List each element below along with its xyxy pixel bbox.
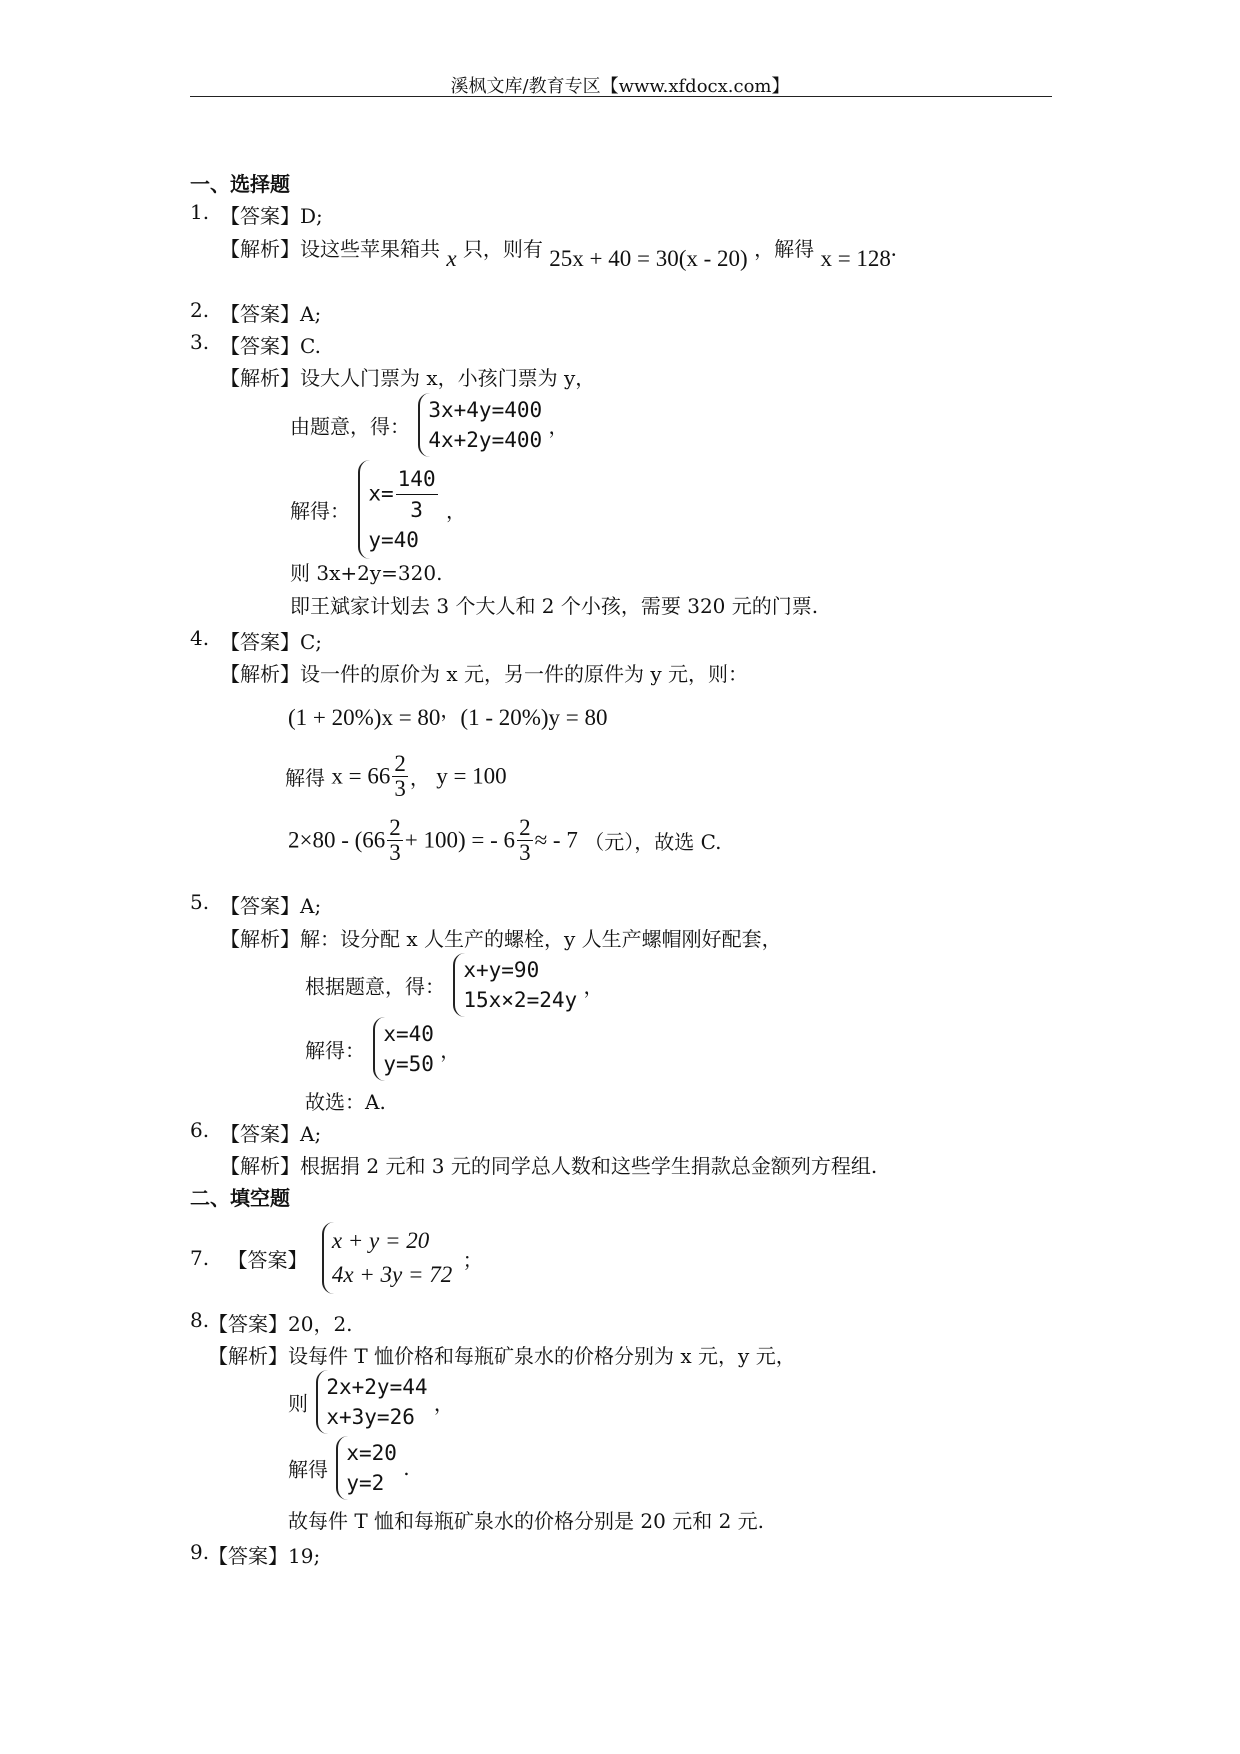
q1-result: x = 128: [820, 246, 891, 271]
q4-calc-part-a: 2×80 - (66: [288, 827, 386, 853]
q7-equation-system: [322, 1222, 452, 1294]
q9-number: 9.: [190, 1540, 210, 1564]
q7-eq-1: x + y = 20: [331, 1228, 430, 1253]
q3-equation-system: [418, 393, 542, 457]
q8-number: 8.: [190, 1308, 210, 1332]
q4-explanation: 【解析】设一件的原价为 x 元，另一件的原件为 y 元，则：: [220, 662, 749, 686]
q3-number: 3.: [190, 330, 210, 354]
q4-calculation: [288, 816, 722, 865]
q8-solution-system: [288, 1436, 410, 1500]
q5-eq-2: 15x×2=24y: [463, 988, 578, 1012]
q3-comma-2: ，: [445, 499, 466, 523]
q1-explanation: [220, 233, 897, 271]
q4-eq-1: (1 + 20%)x = 80: [288, 705, 441, 730]
q6-explanation: 【解析】根据捐 2 元和 3 元的同学总人数和这些学生捐款总金额列方程组.: [220, 1154, 878, 1178]
q4-solve-x: x = 66: [331, 763, 391, 789]
q3-sol-y: y=40: [368, 528, 419, 552]
q3-then: 则 3x+2y=320.: [290, 561, 443, 585]
q7-eq-2: 4x + 3y = 72: [331, 1262, 453, 1287]
q7-row: [190, 1222, 483, 1294]
q1-expl-text-a: 【解析】设这些苹果箱共: [220, 237, 440, 261]
q7-number: 7.: [190, 1246, 210, 1270]
q4-solve-label: 解得: [285, 766, 325, 791]
q8-given-system: [288, 1370, 454, 1434]
q6-answer: 【答案】A;: [220, 1122, 322, 1146]
q5-sol-x: x=40: [383, 1022, 434, 1046]
header-rule: [190, 96, 1052, 97]
q8-sol-x: x=20: [346, 1441, 397, 1465]
q5-answer: 【答案】A;: [220, 894, 322, 918]
q8-comma: ，: [433, 1391, 454, 1416]
q2-number: 2.: [190, 298, 210, 322]
q3-conclusion: 即王斌家计划去 3 个大人和 2 个小孩，需要 320 元的门票.: [290, 594, 819, 618]
page-header: 溪枫文库/教育专区【www.xfdocx.com】: [450, 76, 790, 97]
q4-calc-part-b: + 100) = - 6: [404, 827, 516, 853]
q7-answer: 【答案】: [227, 1247, 308, 1272]
q3-comma: ，: [548, 414, 569, 439]
q5-sol-y: y=50: [383, 1052, 434, 1076]
q3-given-label: 由题意，得：: [290, 414, 410, 439]
q5-solution-system: [305, 1017, 460, 1081]
q4-equations: [288, 702, 608, 731]
q3-solution-brace: [358, 460, 439, 559]
q8-solve-label: 解得: [288, 1457, 328, 1482]
q8-eq-1: 2x+2y=44: [326, 1375, 428, 1399]
q8-then-label: 则: [288, 1391, 308, 1416]
q8-answer: 【答案】20，2.: [208, 1312, 353, 1336]
q3-given-system: [290, 393, 569, 457]
q1-number: 1.: [190, 200, 210, 224]
q5-given-label: 根据题意，得：: [305, 974, 445, 999]
q4-number: 4.: [190, 626, 210, 650]
q5-conclusion: 故选：A.: [305, 1090, 386, 1114]
q3-answer: 【答案】C.: [220, 334, 321, 358]
q1-expl-text-c: ，解得: [754, 237, 815, 261]
q6-number: 6.: [190, 1118, 210, 1142]
q4-solve-x-fraction: $\frac{2}{3}$: [394, 751, 406, 802]
q8-eq-2: x+3y=26: [326, 1405, 415, 1429]
q3-solve-label: 解得：: [290, 499, 350, 523]
q4-solution: [285, 752, 507, 801]
q3-sol-x-fraction: $\frac{140}{3}$: [396, 464, 438, 525]
q4-eq-2: (1 - 20%)y = 80: [460, 705, 608, 730]
q5-eq-1: x+y=90: [463, 958, 540, 982]
q4-solve-sep: ，: [409, 766, 430, 791]
q2-answer: 【答案】A;: [220, 302, 322, 326]
q7-semicolon: ；: [462, 1247, 483, 1272]
q8-conclusion: 故每件 T 恤和每瓶矿泉水的价格分别是 20 元和 2 元.: [288, 1509, 765, 1533]
q5-number: 5.: [190, 890, 210, 914]
q8-explanation: 【解析】设每件 T 恤价格和每瓶矿泉水的价格分别为 x 元，y 元，: [208, 1344, 796, 1368]
q4-calc-tail: （元），故选 C.: [584, 830, 722, 855]
q9-answer: 【答案】19;: [208, 1544, 321, 1568]
q3-eq-1: 3x+4y=400: [428, 398, 543, 422]
q4-answer: 【答案】C;: [220, 630, 323, 654]
q5-given-system: [305, 953, 604, 1017]
q3-explanation: 【解析】设大人门票为 x，小孩门票为 y，: [220, 366, 596, 390]
q5-solution-brace: [373, 1017, 434, 1081]
q3-solution-system: [290, 460, 466, 559]
q4-eq-sep: ，: [440, 700, 461, 722]
q3-sol-x: x= $\frac{140}{3}$: [368, 464, 439, 525]
q5-solve-label: 解得：: [305, 1038, 365, 1063]
q8-period: .: [403, 1456, 410, 1480]
q8-solution-brace: [336, 1436, 397, 1500]
q1-answer: 【答案】D;: [220, 204, 323, 228]
q5-equation-system: [453, 953, 577, 1017]
q1-period: .: [890, 236, 897, 261]
q8-sol-y: y=2: [346, 1471, 385, 1495]
q1-expl-text-b: 只，则有: [462, 237, 543, 261]
q5-explanation: 【解析】解：设分配 x 人生产的螺栓，y 人生产螺帽刚好配套，: [220, 927, 782, 951]
q5-comma: ，: [583, 974, 604, 999]
q4-solve-y: y = 100: [436, 763, 507, 789]
q4-calc-part-c: ≈ - 7: [534, 827, 578, 853]
q3-eq-2: 4x+2y=400: [428, 428, 543, 452]
q1-equation: 25x + 40 = 30(x - 20): [549, 246, 748, 271]
q1-var-x: x: [446, 246, 457, 271]
q4-calc-frac-1: $\frac{2}{3}$: [389, 815, 401, 866]
q4-calc-frac-2: $\frac{2}{3}$: [519, 815, 531, 866]
section-title-fill: 二、填空题: [190, 1186, 290, 1210]
q8-equation-system: [316, 1370, 427, 1434]
section-title-choice: 一、选择题: [190, 172, 290, 196]
q5-comma-2: ，: [440, 1038, 461, 1063]
